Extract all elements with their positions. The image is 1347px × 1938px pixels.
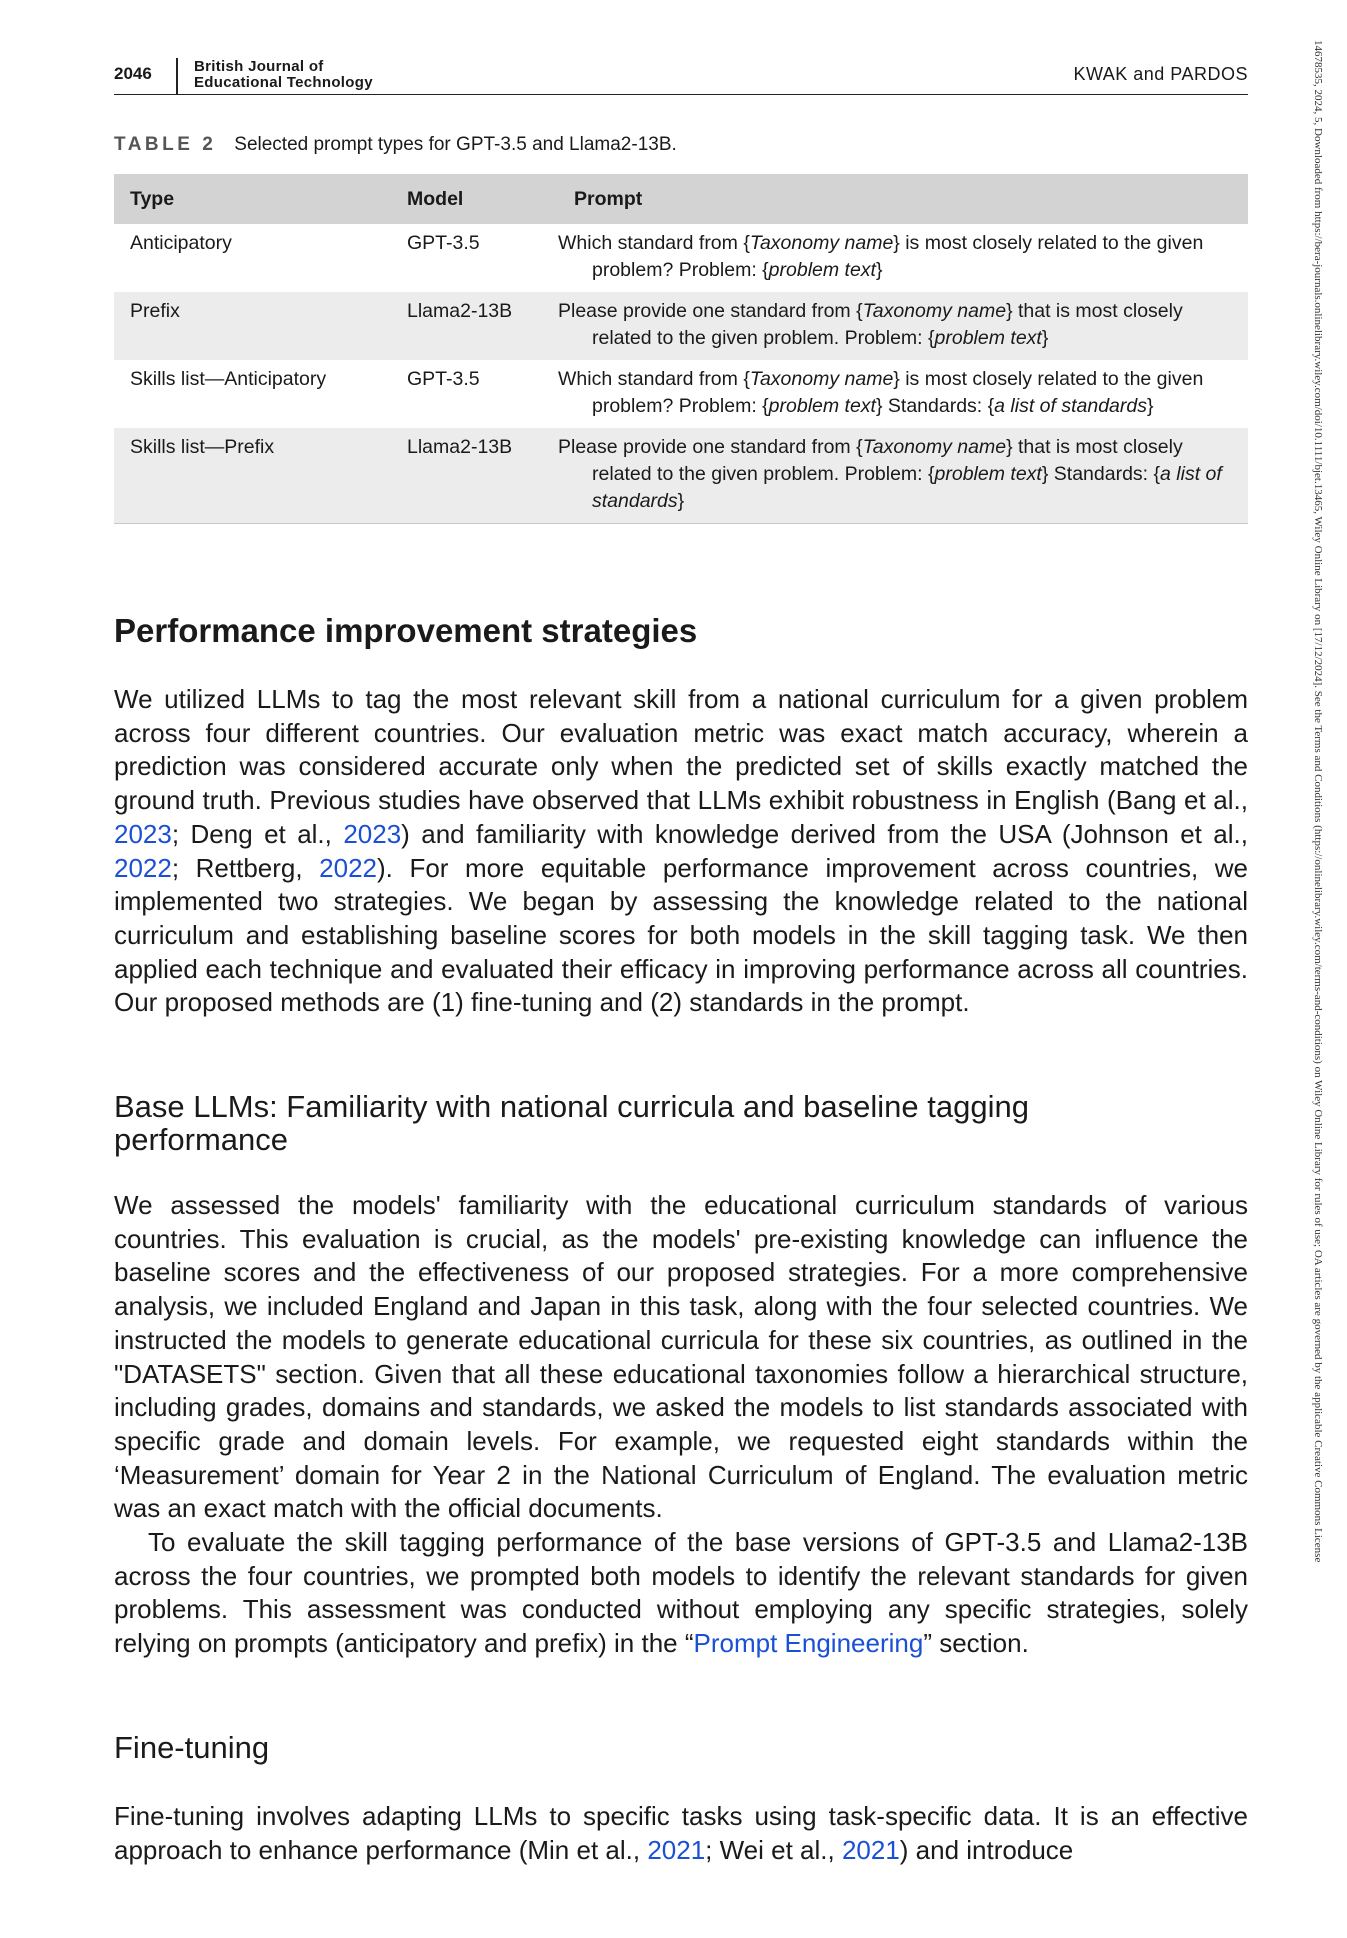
table-caption-text: Selected prompt types for GPT-3.5 and Llama2-13B. (234, 134, 677, 155)
text-run: } is most closely related to the given problem? Problem: { (592, 368, 1204, 417)
italic-placeholder: Taxonomy name (749, 368, 894, 390)
cell-model: GPT-3.5 (407, 368, 480, 390)
text-run: ” section. (923, 1628, 1029, 1659)
citation-link[interactable]: 2021 (647, 1834, 706, 1865)
text-run: } that is most closely related to the given problem. Problem: { (592, 300, 1183, 349)
text-run: ; Rettberg, (171, 852, 320, 883)
text-run: ). For more equitable performance improvement across countries, we implemented two strategies. We began by assessing the knowledge related to the national curriculum and establishing baseline scores for both models in the skill tagging task. We then applied each technique and evaluated their efficacy in improving performance across all countries. Our proposed methods are (1) fine-tuning and (2) standards in the prompt. (114, 852, 1248, 1018)
text-run: } that is most closely related to the given problem. Problem: { (592, 436, 1183, 485)
text-run: } Standards: { (875, 395, 995, 417)
table-header-row (114, 174, 1248, 224)
cell-type: Anticipatory (130, 232, 232, 254)
journal-name-line-2: Educational Technology (194, 74, 373, 91)
citation-link[interactable]: 2022 (319, 852, 377, 883)
table-row (114, 428, 1248, 524)
page-number: 2046 (114, 64, 152, 83)
italic-placeholder: problem text (768, 259, 876, 281)
italic-placeholder: a list of standards (592, 463, 1222, 512)
citation-link[interactable]: Prompt Engineering (693, 1628, 924, 1659)
cell-prompt (558, 292, 1248, 360)
cell-type: Skills list—Prefix (114, 428, 391, 524)
italic-placeholder: problem text (934, 463, 1042, 485)
citation-link[interactable]: 2023 (114, 818, 172, 849)
table-row (114, 224, 1248, 292)
text-run: } Standards: { (1041, 463, 1161, 485)
text-run: } (875, 259, 883, 281)
text-run: Which standard from { (558, 368, 750, 390)
text-run: } (1147, 395, 1154, 417)
italic-placeholder: a list of standards (994, 395, 1147, 417)
column-header-prompt: Prompt (558, 174, 1248, 224)
cell-model: Llama2-13B (391, 292, 558, 360)
text-run: To evaluate the skill tagging performance of the base versions of GPT-3.5 and Llama2-13B across the four countries, we prompted both models to identify the relevant standards for given problems. This assessment was conducted without employing any specific strategies, solely relying on prompts (anticipatory and prefix) in the “ (114, 1527, 1248, 1659)
prompt-types-table (114, 174, 1248, 524)
text-run: Fine-tuning involves adapting LLMs to specific tasks using task-specific data. It is an effective approach to enhance performance (Min et al., (114, 1801, 1248, 1865)
italic-placeholder: Taxonomy name (862, 436, 1007, 458)
paragraph-baseline (114, 1526, 1248, 1661)
text-run: } (1041, 327, 1049, 349)
text-run: ) and introduce (899, 1834, 1074, 1865)
running-head-authors: KWAK and PARDOS (1073, 64, 1248, 84)
italic-placeholder: problem text (768, 395, 876, 417)
citation-link[interactable]: 2022 (114, 852, 172, 883)
cell-prompt (558, 428, 1248, 524)
italic-placeholder: Taxonomy name (749, 232, 894, 254)
text-run: Please provide one standard from { (558, 300, 863, 322)
download-notice-strip: 14678535, 2024, 5, Downloaded from https://bera-journals.onlinelibrary.wiley.com/doi/10.1111/bjet.13465, Wiley Online Library on [17/12/2024]. See the Terms and Conditions (https://onlinelibrary.wiley.com/terms-and-conditions) on Wiley Online Library for rules of use; OA articles are governed by the applicable Creative Commons License (1312, 40, 1324, 1563)
cell-type: Skills list—Anticipatory (130, 368, 327, 390)
text-run: We assessed the models' familiarity with the educational curriculum standards of various countries. This evaluation is crucial, as the models' pre-existing knowledge can influence the baseline scores and the effectiveness of our proposed strategies. For a more comprehensive analysis, we included England and Japan in this task, along with the four selected countries. We instructed the models to generate educational curricula for these six countries, as outlined in the "DATASETS" section. Given that all these educational taxonomies follow a hierarchical structure, including grades, domains and standards, we asked the models to list standards associated with specific grade and domain levels. For example, we requested eight standards within the ‘Measurement’ domain for Year 2 in the National Curriculum of England. The evaluation metric was an exact match with the official documents. (114, 1190, 1248, 1524)
table-row (114, 360, 1248, 428)
citation-link[interactable]: 2023 (343, 818, 402, 849)
cell-type: Prefix (114, 292, 391, 360)
paragraph-fine-tuning (114, 1800, 1248, 1867)
page-header (114, 54, 1248, 95)
text-run: } is most closely related to the given problem? Problem: { (592, 232, 1204, 281)
text-run: We utilized LLMs to tag the most relevant skill from a national curriculum for a given problem across four different countries. Our evaluation metric was exact match accuracy, wherein a prediction was considered accurate only when the predicted set of skills exactly matched the ground truth. Previous studies have observed that LLMs exhibit robustness in English (Bang et al., (114, 684, 1248, 816)
cell-model: Llama2-13B (391, 428, 558, 524)
table-caption (114, 134, 677, 156)
journal-name (194, 59, 373, 91)
header-divider (176, 58, 178, 94)
text-run: Which standard from { (558, 232, 750, 254)
text-run: ; Wei et al., (705, 1834, 842, 1865)
table-label: TABLE 2 (114, 134, 217, 155)
paragraph-familiarity (114, 1189, 1248, 1526)
column-header-type: Type (114, 174, 391, 224)
italic-placeholder: Taxonomy name (862, 300, 1007, 322)
citation-link[interactable]: 2021 (841, 1834, 900, 1865)
paragraph-strategies (114, 683, 1248, 1020)
subsection-heading-base-llms: Base LLMs: Familiarity with national curricula and baseline tagging performance (114, 1089, 1029, 1157)
italic-placeholder: problem text (934, 327, 1042, 349)
journal-name-line-1: British Journal of (194, 58, 324, 75)
text-run: } (677, 490, 685, 512)
cell-prompt (558, 224, 1248, 292)
column-header-model: Model (391, 174, 558, 224)
text-run: Please provide one standard from { (558, 436, 863, 458)
cell-model: GPT-3.5 (407, 232, 480, 254)
text-run: ) and familiarity with knowledge derived from the USA (Johnson et al., (401, 818, 1248, 849)
table-row (114, 292, 1248, 360)
text-run: ; Deng et al., (171, 818, 344, 849)
subsection-heading-fine-tuning: Fine-tuning (114, 1730, 270, 1765)
cell-prompt (558, 360, 1248, 428)
section-heading: Performance improvement strategies (114, 612, 698, 649)
